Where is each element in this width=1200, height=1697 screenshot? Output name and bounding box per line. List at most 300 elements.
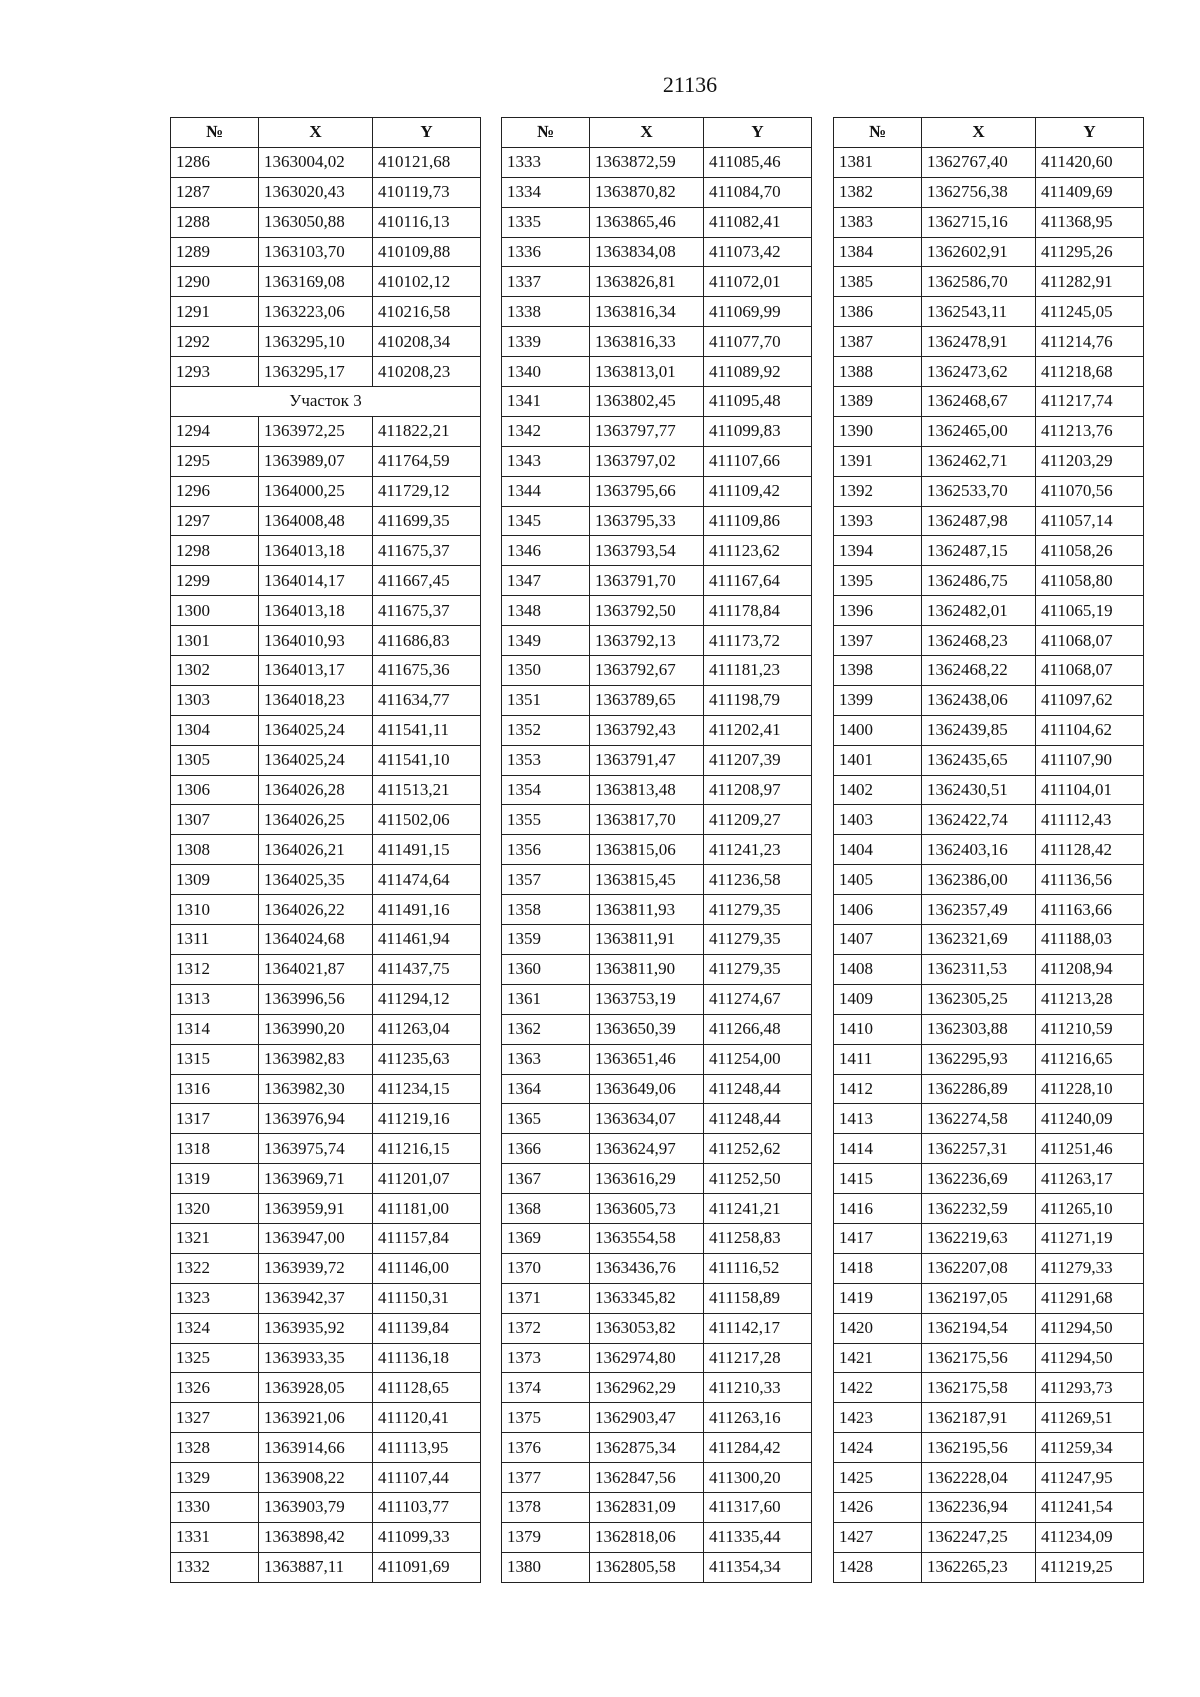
point-number-cell: 1356 xyxy=(502,835,590,865)
point-number-cell: 1385 xyxy=(834,267,922,297)
point-number-cell: 1388 xyxy=(834,357,922,387)
x-coordinate-cell: 1364013,18 xyxy=(259,596,373,626)
table-row xyxy=(834,835,1144,865)
table-row xyxy=(171,297,481,327)
x-coordinate-cell: 1362586,70 xyxy=(922,267,1036,297)
x-coordinate-cell: 1362439,85 xyxy=(922,715,1036,745)
x-coordinate-cell: 1362903,47 xyxy=(590,1403,704,1433)
point-number-cell: 1404 xyxy=(834,835,922,865)
x-coordinate-cell: 1364026,28 xyxy=(259,775,373,805)
table-row xyxy=(834,626,1144,656)
point-number-cell: 1318 xyxy=(171,1134,259,1164)
point-number-cell: 1314 xyxy=(171,1014,259,1044)
table-row xyxy=(171,536,481,566)
table-row xyxy=(502,1492,812,1522)
table-row xyxy=(834,566,1144,596)
table-row xyxy=(834,1343,1144,1373)
table-row xyxy=(502,1104,812,1134)
table-row xyxy=(171,1283,481,1313)
point-number-cell: 1426 xyxy=(834,1492,922,1522)
y-coordinate-cell: 411300,20 xyxy=(704,1463,812,1493)
y-coordinate-cell: 411089,92 xyxy=(704,357,812,387)
x-coordinate-cell: 1362257,31 xyxy=(922,1134,1036,1164)
y-coordinate-cell: 411291,68 xyxy=(1036,1283,1144,1313)
table-row xyxy=(502,954,812,984)
table-row xyxy=(502,476,812,506)
table-row xyxy=(834,984,1144,1014)
x-coordinate-cell: 1362974,80 xyxy=(590,1343,704,1373)
x-coordinate-cell: 1364026,25 xyxy=(259,805,373,835)
table-row xyxy=(171,656,481,686)
point-number-cell: 1368 xyxy=(502,1194,590,1224)
table-row xyxy=(834,596,1144,626)
y-coordinate-cell: 411259,34 xyxy=(1036,1433,1144,1463)
x-coordinate-cell: 1363020,43 xyxy=(259,177,373,207)
y-coordinate-cell: 411213,28 xyxy=(1036,984,1144,1014)
x-coordinate-cell: 1362197,05 xyxy=(922,1283,1036,1313)
point-number-cell: 1396 xyxy=(834,596,922,626)
x-coordinate-cell: 1362473,62 xyxy=(922,357,1036,387)
x-coordinate-cell: 1362468,22 xyxy=(922,656,1036,686)
table-row xyxy=(834,446,1144,476)
y-coordinate-cell: 411163,66 xyxy=(1036,895,1144,925)
point-number-cell: 1358 xyxy=(502,895,590,925)
table-row xyxy=(502,895,812,925)
x-coordinate-cell: 1363990,20 xyxy=(259,1014,373,1044)
point-number-cell: 1399 xyxy=(834,685,922,715)
x-coordinate-cell: 1363634,07 xyxy=(590,1104,704,1134)
point-number-cell: 1344 xyxy=(502,476,590,506)
y-coordinate-cell: 411116,52 xyxy=(704,1253,812,1283)
table-row xyxy=(171,1014,481,1044)
table-row xyxy=(502,685,812,715)
point-number-cell: 1412 xyxy=(834,1074,922,1104)
y-coordinate-cell: 411263,17 xyxy=(1036,1164,1144,1194)
point-number-cell: 1376 xyxy=(502,1433,590,1463)
y-coordinate-cell: 411150,31 xyxy=(373,1283,481,1313)
x-coordinate-cell: 1363815,45 xyxy=(590,865,704,895)
y-coordinate-cell: 411158,89 xyxy=(704,1283,812,1313)
y-coordinate-cell: 411099,33 xyxy=(373,1522,481,1552)
point-number-cell: 1294 xyxy=(171,416,259,446)
x-coordinate-cell: 1363813,01 xyxy=(590,357,704,387)
x-coordinate-cell: 1363802,45 xyxy=(590,387,704,417)
table-row xyxy=(834,1373,1144,1403)
y-coordinate-cell: 410109,88 xyxy=(373,237,481,267)
x-coordinate-cell: 1362386,00 xyxy=(922,865,1036,895)
table-row xyxy=(171,745,481,775)
y-coordinate-cell: 411247,95 xyxy=(1036,1463,1144,1493)
table-row xyxy=(502,1164,812,1194)
y-coordinate-cell: 411069,99 xyxy=(704,297,812,327)
x-coordinate-cell: 1362847,56 xyxy=(590,1463,704,1493)
table-row xyxy=(171,775,481,805)
point-number-cell: 1382 xyxy=(834,177,922,207)
x-coordinate-cell: 1363972,25 xyxy=(259,416,373,446)
point-number-cell: 1287 xyxy=(171,177,259,207)
table-row xyxy=(834,805,1144,835)
y-coordinate-cell: 411167,64 xyxy=(704,566,812,596)
point-number-cell: 1419 xyxy=(834,1283,922,1313)
y-coordinate-cell: 411157,84 xyxy=(373,1223,481,1253)
point-number-cell: 1291 xyxy=(171,297,259,327)
y-coordinate-cell: 411103,77 xyxy=(373,1492,481,1522)
y-coordinate-cell: 411107,90 xyxy=(1036,745,1144,775)
table-row xyxy=(171,1552,481,1582)
y-coordinate-cell: 411764,59 xyxy=(373,446,481,476)
table-row xyxy=(171,1433,481,1463)
table-row xyxy=(502,745,812,775)
x-coordinate-cell: 1363651,46 xyxy=(590,1044,704,1074)
y-coordinate-cell: 411203,29 xyxy=(1036,446,1144,476)
table-row xyxy=(834,775,1144,805)
y-coordinate-cell: 411245,05 xyxy=(1036,297,1144,327)
table-row xyxy=(502,446,812,476)
y-coordinate-cell: 411254,00 xyxy=(704,1044,812,1074)
point-number-cell: 1380 xyxy=(502,1552,590,1582)
y-coordinate-cell: 411181,00 xyxy=(373,1194,481,1224)
table-row xyxy=(834,237,1144,267)
x-coordinate-cell: 1363816,34 xyxy=(590,297,704,327)
point-number-cell: 1322 xyxy=(171,1253,259,1283)
x-coordinate-cell: 1363947,00 xyxy=(259,1223,373,1253)
y-coordinate-cell: 411070,56 xyxy=(1036,476,1144,506)
point-number-cell: 1295 xyxy=(171,446,259,476)
point-number-cell: 1406 xyxy=(834,895,922,925)
point-number-cell: 1390 xyxy=(834,416,922,446)
point-number-cell: 1343 xyxy=(502,446,590,476)
x-coordinate-cell: 1362207,08 xyxy=(922,1253,1036,1283)
y-coordinate-cell: 411258,83 xyxy=(704,1223,812,1253)
y-coordinate-cell: 411368,95 xyxy=(1036,207,1144,237)
x-coordinate-cell: 1363826,81 xyxy=(590,267,704,297)
y-coordinate-cell: 411282,91 xyxy=(1036,267,1144,297)
x-coordinate-cell: 1362232,59 xyxy=(922,1194,1036,1224)
point-number-cell: 1398 xyxy=(834,656,922,686)
table-row xyxy=(171,566,481,596)
x-coordinate-cell: 1362236,69 xyxy=(922,1164,1036,1194)
coordinates-table-3 xyxy=(833,117,1144,1583)
table-row xyxy=(834,1283,1144,1313)
y-coordinate-cell: 411202,41 xyxy=(704,715,812,745)
x-coordinate-cell: 1362228,04 xyxy=(922,1463,1036,1493)
point-number-cell: 1354 xyxy=(502,775,590,805)
y-coordinate-cell: 411104,62 xyxy=(1036,715,1144,745)
point-number-cell: 1319 xyxy=(171,1164,259,1194)
point-number-cell: 1296 xyxy=(171,476,259,506)
x-coordinate-cell: 1363345,82 xyxy=(590,1283,704,1313)
y-coordinate-cell: 411251,46 xyxy=(1036,1134,1144,1164)
y-coordinate-cell: 411279,35 xyxy=(704,895,812,925)
table-row xyxy=(171,1522,481,1552)
point-number-cell: 1336 xyxy=(502,237,590,267)
table-row xyxy=(502,1223,812,1253)
table-row xyxy=(502,925,812,955)
y-coordinate-cell: 411294,50 xyxy=(1036,1343,1144,1373)
point-number-cell: 1305 xyxy=(171,745,259,775)
point-number-cell: 1407 xyxy=(834,925,922,955)
table-row xyxy=(171,596,481,626)
y-coordinate-cell: 411120,41 xyxy=(373,1403,481,1433)
x-coordinate-cell: 1363050,88 xyxy=(259,207,373,237)
x-coordinate-cell: 1363436,76 xyxy=(590,1253,704,1283)
x-coordinate-cell: 1363976,94 xyxy=(259,1104,373,1134)
y-coordinate-cell: 411113,95 xyxy=(373,1433,481,1463)
point-number-cell: 1328 xyxy=(171,1433,259,1463)
table-row xyxy=(171,626,481,656)
table-row xyxy=(834,685,1144,715)
point-number-cell: 1423 xyxy=(834,1403,922,1433)
y-coordinate-cell: 411201,07 xyxy=(373,1164,481,1194)
y-coordinate-cell: 411112,43 xyxy=(1036,805,1144,835)
table-row xyxy=(502,207,812,237)
table-row xyxy=(834,1074,1144,1104)
table-header-row xyxy=(834,118,1144,148)
y-coordinate-cell: 411263,04 xyxy=(373,1014,481,1044)
table-row xyxy=(171,1164,481,1194)
y-coordinate-cell: 410116,13 xyxy=(373,207,481,237)
point-number-cell: 1306 xyxy=(171,775,259,805)
y-coordinate-cell: 411219,16 xyxy=(373,1104,481,1134)
point-number-cell: 1332 xyxy=(171,1552,259,1582)
table-row xyxy=(171,327,481,357)
y-coordinate-cell: 411188,03 xyxy=(1036,925,1144,955)
point-number-cell: 1351 xyxy=(502,685,590,715)
point-number-cell: 1312 xyxy=(171,954,259,984)
y-coordinate-cell: 411294,12 xyxy=(373,984,481,1014)
table-row xyxy=(502,1403,812,1433)
table-row xyxy=(834,1253,1144,1283)
y-coordinate-cell: 411241,21 xyxy=(704,1194,812,1224)
y-coordinate-cell: 411073,42 xyxy=(704,237,812,267)
point-number-cell: 1317 xyxy=(171,1104,259,1134)
y-coordinate-cell: 411213,76 xyxy=(1036,416,1144,446)
y-coordinate-cell: 411198,79 xyxy=(704,685,812,715)
table-row xyxy=(171,895,481,925)
point-number-cell: 1326 xyxy=(171,1373,259,1403)
table-row xyxy=(834,1552,1144,1582)
section-title: Участок 3 xyxy=(171,387,481,417)
y-coordinate-cell: 411265,10 xyxy=(1036,1194,1144,1224)
y-coordinate-cell: 411068,07 xyxy=(1036,656,1144,686)
point-number-cell: 1363 xyxy=(502,1044,590,1074)
table-row xyxy=(834,1194,1144,1224)
x-coordinate-cell: 1363295,17 xyxy=(259,357,373,387)
point-number-cell: 1411 xyxy=(834,1044,922,1074)
y-coordinate-cell: 411146,00 xyxy=(373,1253,481,1283)
y-coordinate-cell: 411822,21 xyxy=(373,416,481,446)
table-row xyxy=(171,715,481,745)
table-row xyxy=(834,147,1144,177)
x-coordinate-cell: 1363053,82 xyxy=(590,1313,704,1343)
y-coordinate-cell: 411216,15 xyxy=(373,1134,481,1164)
table-row xyxy=(834,925,1144,955)
point-number-cell: 1391 xyxy=(834,446,922,476)
point-number-cell: 1400 xyxy=(834,715,922,745)
y-coordinate-cell: 411057,14 xyxy=(1036,506,1144,536)
table-row xyxy=(834,327,1144,357)
x-coordinate-cell: 1363921,06 xyxy=(259,1403,373,1433)
y-coordinate-cell: 411293,73 xyxy=(1036,1373,1144,1403)
x-coordinate-cell: 1362187,91 xyxy=(922,1403,1036,1433)
point-number-cell: 1383 xyxy=(834,207,922,237)
x-coordinate-cell: 1362487,98 xyxy=(922,506,1036,536)
x-coordinate-cell: 1363935,92 xyxy=(259,1313,373,1343)
x-coordinate-cell: 1363939,72 xyxy=(259,1253,373,1283)
point-number-cell: 1316 xyxy=(171,1074,259,1104)
point-number-cell: 1337 xyxy=(502,267,590,297)
table-row xyxy=(834,895,1144,925)
x-coordinate-cell: 1364024,68 xyxy=(259,925,373,955)
table-row xyxy=(834,1014,1144,1044)
y-coordinate-cell: 411248,44 xyxy=(704,1074,812,1104)
table-row xyxy=(502,1433,812,1463)
y-coordinate-cell: 411284,42 xyxy=(704,1433,812,1463)
point-number-cell: 1334 xyxy=(502,177,590,207)
y-coordinate-cell: 411142,17 xyxy=(704,1313,812,1343)
point-number-cell: 1300 xyxy=(171,596,259,626)
x-coordinate-cell: 1363811,91 xyxy=(590,925,704,955)
y-coordinate-cell: 411068,07 xyxy=(1036,626,1144,656)
y-coordinate-cell: 411084,70 xyxy=(704,177,812,207)
table-row xyxy=(502,1253,812,1283)
x-coordinate-cell: 1363933,35 xyxy=(259,1343,373,1373)
x-coordinate-cell: 1363791,47 xyxy=(590,745,704,775)
point-number-cell: 1427 xyxy=(834,1522,922,1552)
x-coordinate-cell: 1362602,91 xyxy=(922,237,1036,267)
table-row xyxy=(171,357,481,387)
point-number-cell: 1308 xyxy=(171,835,259,865)
point-number-cell: 1415 xyxy=(834,1164,922,1194)
x-coordinate-cell: 1363616,29 xyxy=(590,1164,704,1194)
y-coordinate-cell: 411218,68 xyxy=(1036,357,1144,387)
point-number-cell: 1366 xyxy=(502,1134,590,1164)
table-row xyxy=(502,297,812,327)
table-row xyxy=(171,1492,481,1522)
point-number-cell: 1313 xyxy=(171,984,259,1014)
y-coordinate-cell: 411210,59 xyxy=(1036,1014,1144,1044)
header-y: Y xyxy=(1036,118,1144,148)
point-number-cell: 1297 xyxy=(171,506,259,536)
table-row xyxy=(502,237,812,267)
point-number-cell: 1329 xyxy=(171,1463,259,1493)
point-number-cell: 1405 xyxy=(834,865,922,895)
y-coordinate-cell: 411058,80 xyxy=(1036,566,1144,596)
table-header-row xyxy=(171,118,481,148)
x-coordinate-cell: 1362194,54 xyxy=(922,1313,1036,1343)
point-number-cell: 1346 xyxy=(502,536,590,566)
y-coordinate-cell: 411072,01 xyxy=(704,267,812,297)
y-coordinate-cell: 411136,56 xyxy=(1036,865,1144,895)
y-coordinate-cell: 411675,37 xyxy=(373,536,481,566)
y-coordinate-cell: 411209,27 xyxy=(704,805,812,835)
table-row xyxy=(502,177,812,207)
x-coordinate-cell: 1362715,16 xyxy=(922,207,1036,237)
point-number-cell: 1375 xyxy=(502,1403,590,1433)
x-coordinate-cell: 1362767,40 xyxy=(922,147,1036,177)
table-row xyxy=(834,865,1144,895)
y-coordinate-cell: 411409,69 xyxy=(1036,177,1144,207)
x-coordinate-cell: 1362462,71 xyxy=(922,446,1036,476)
y-coordinate-cell: 411241,54 xyxy=(1036,1492,1144,1522)
x-coordinate-cell: 1364021,87 xyxy=(259,954,373,984)
y-coordinate-cell: 411667,45 xyxy=(373,566,481,596)
x-coordinate-cell: 1363554,58 xyxy=(590,1223,704,1253)
point-number-cell: 1355 xyxy=(502,805,590,835)
y-coordinate-cell: 411461,94 xyxy=(373,925,481,955)
x-coordinate-cell: 1363792,13 xyxy=(590,626,704,656)
y-coordinate-cell: 411214,76 xyxy=(1036,327,1144,357)
x-coordinate-cell: 1362295,93 xyxy=(922,1044,1036,1074)
y-coordinate-cell: 411474,64 xyxy=(373,865,481,895)
point-number-cell: 1410 xyxy=(834,1014,922,1044)
table-row xyxy=(171,1253,481,1283)
point-number-cell: 1372 xyxy=(502,1313,590,1343)
y-coordinate-cell: 411699,35 xyxy=(373,506,481,536)
y-coordinate-cell: 411128,42 xyxy=(1036,835,1144,865)
point-number-cell: 1409 xyxy=(834,984,922,1014)
x-coordinate-cell: 1364010,93 xyxy=(259,626,373,656)
table-row xyxy=(171,267,481,297)
table-row xyxy=(834,1433,1144,1463)
y-coordinate-cell: 411065,19 xyxy=(1036,596,1144,626)
x-coordinate-cell: 1363872,59 xyxy=(590,147,704,177)
y-coordinate-cell: 411252,62 xyxy=(704,1134,812,1164)
y-coordinate-cell: 411236,58 xyxy=(704,865,812,895)
table-row xyxy=(502,805,812,835)
table-row xyxy=(502,1373,812,1403)
table-row xyxy=(502,357,812,387)
x-coordinate-cell: 1364008,48 xyxy=(259,506,373,536)
point-number-cell: 1401 xyxy=(834,745,922,775)
y-coordinate-cell: 411279,35 xyxy=(704,954,812,984)
point-number-cell: 1397 xyxy=(834,626,922,656)
table-row xyxy=(502,715,812,745)
y-coordinate-cell: 411217,28 xyxy=(704,1343,812,1373)
point-number-cell: 1386 xyxy=(834,297,922,327)
table-row xyxy=(171,835,481,865)
x-coordinate-cell: 1362805,58 xyxy=(590,1552,704,1582)
table-row xyxy=(834,476,1144,506)
x-coordinate-cell: 1363928,05 xyxy=(259,1373,373,1403)
y-coordinate-cell: 411263,16 xyxy=(704,1403,812,1433)
x-coordinate-cell: 1363792,50 xyxy=(590,596,704,626)
point-number-cell: 1304 xyxy=(171,715,259,745)
x-coordinate-cell: 1362962,29 xyxy=(590,1373,704,1403)
x-coordinate-cell: 1362478,91 xyxy=(922,327,1036,357)
x-coordinate-cell: 1362265,23 xyxy=(922,1552,1036,1582)
point-number-cell: 1428 xyxy=(834,1552,922,1582)
point-number-cell: 1307 xyxy=(171,805,259,835)
table-row xyxy=(502,1074,812,1104)
x-coordinate-cell: 1363969,71 xyxy=(259,1164,373,1194)
x-coordinate-cell: 1362543,11 xyxy=(922,297,1036,327)
y-coordinate-cell: 411541,10 xyxy=(373,745,481,775)
table-row xyxy=(834,1044,1144,1074)
x-coordinate-cell: 1363624,97 xyxy=(590,1134,704,1164)
table-row xyxy=(502,1134,812,1164)
point-number-cell: 1290 xyxy=(171,267,259,297)
header-number: № xyxy=(834,118,922,148)
table-row xyxy=(502,1283,812,1313)
y-coordinate-cell: 411085,46 xyxy=(704,147,812,177)
table-row xyxy=(171,1074,481,1104)
x-coordinate-cell: 1363898,42 xyxy=(259,1522,373,1552)
point-number-cell: 1402 xyxy=(834,775,922,805)
y-coordinate-cell: 411208,94 xyxy=(1036,954,1144,984)
point-number-cell: 1416 xyxy=(834,1194,922,1224)
point-number-cell: 1373 xyxy=(502,1343,590,1373)
